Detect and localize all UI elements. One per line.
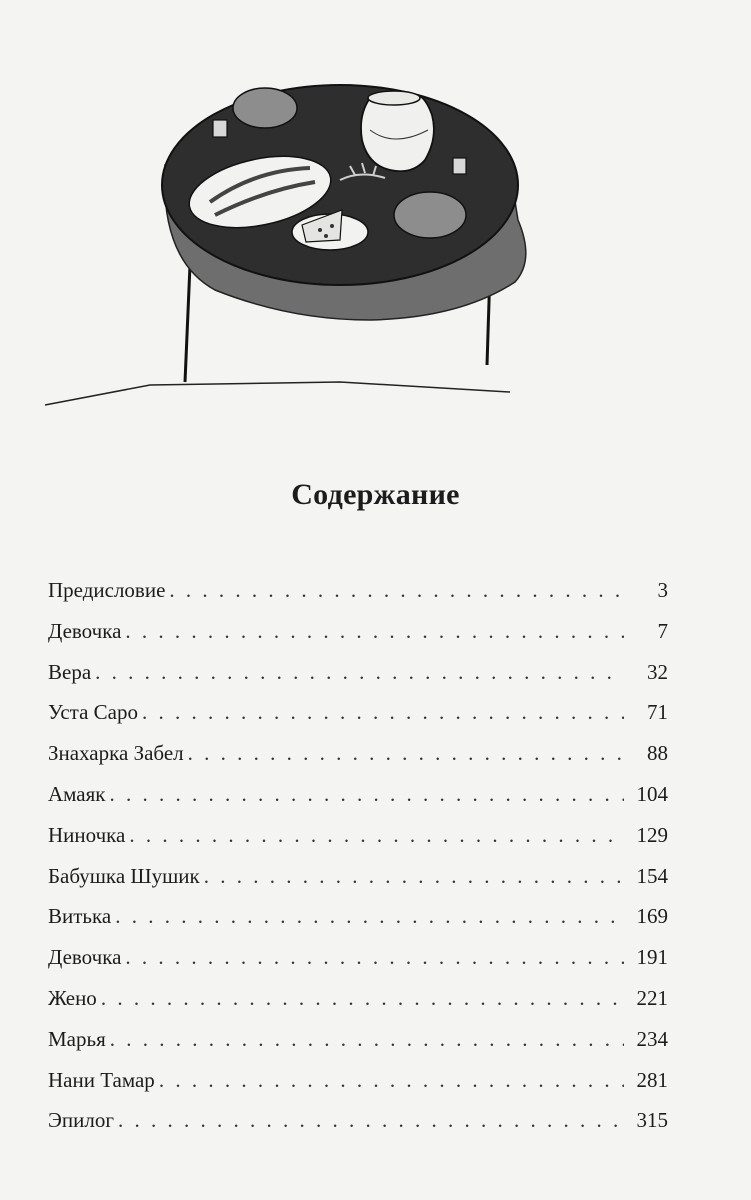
toc-leader-dots [204,864,624,889]
toc-entry-page: 281 [636,1067,668,1092]
floor-line [45,382,510,405]
toc-entry-title: Витька [48,904,112,929]
toc-entry [48,1027,668,1068]
toc-entry-title: Ниночка [48,822,126,847]
toc-entry-title: Предисловие [48,578,166,602]
toc-entry-page: 315 [636,1108,668,1133]
toc-entry-title: Жено [48,985,97,1010]
toc-entry [48,782,668,823]
toc-entry [48,741,668,782]
toc-entry-page: 154 [636,863,668,888]
toc-entry-page: 32 [647,659,668,684]
toc-entry-page: 221 [636,985,668,1010]
toc-entry [48,619,668,660]
toc-entry-title: Вера [48,659,92,684]
glass-right [453,158,466,174]
toc-entry-page: 3 [657,578,668,602]
table-of-contents [48,578,668,1149]
toc-entry [48,864,668,905]
toc-entry [48,986,668,1027]
toc-leader-dots [142,700,624,725]
toc-entry [48,1068,668,1109]
toc-leader-dots [95,660,624,685]
toc-entry-title: Знахарка Забел [48,741,184,766]
toc-leader-dots [125,945,624,970]
toc-entry [48,700,668,741]
toc-entry-title: Эпилог [48,1108,114,1133]
toc-leader-dots [188,741,624,766]
toc-entry [48,945,668,986]
table-illustration [40,20,600,420]
clay-pot [361,95,434,171]
toc-entry-page: 129 [636,822,668,847]
toc-entry-page: 104 [636,781,668,806]
plate-right [394,192,466,238]
toc-leader-dots [129,823,624,848]
toc-entry-page: 191 [636,945,668,970]
toc-entry-page: 169 [636,904,668,929]
toc-leader-dots [169,578,624,603]
toc-entry-title: Девочка [48,618,122,643]
toc-entry-title: Амаяк [48,781,106,806]
toc-leader-dots [110,1027,624,1052]
toc-entry-title: Бабушка Шушик [48,863,200,888]
toc-leader-dots [159,1068,624,1093]
toc-entry-page: 71 [647,700,668,725]
toc-leader-dots [118,1108,624,1133]
toc-entry [48,1108,668,1149]
toc-entry-title: Девочка [48,945,122,970]
toc-entry [48,904,668,945]
page-title: Содержание [291,478,460,511]
toc-entry-title: Марья [48,1026,106,1051]
plate-top-left [233,88,297,128]
toc-leader-dots [115,904,624,929]
table-leg-left [185,265,190,382]
glass-left [213,120,227,137]
toc-entry [48,578,668,619]
toc-entry-page: 88 [647,741,668,766]
toc-entry-page: 234 [636,1026,668,1051]
toc-leader-dots [110,782,625,807]
toc-entry [48,660,668,701]
toc-entry-title: Уста Саро [48,700,138,725]
toc-entry-page: 7 [657,618,668,643]
toc-leader-dots [101,986,624,1011]
toc-entry-title: Нани Тамар [48,1067,155,1092]
toc-leader-dots [125,619,624,644]
toc-entry [48,823,668,864]
